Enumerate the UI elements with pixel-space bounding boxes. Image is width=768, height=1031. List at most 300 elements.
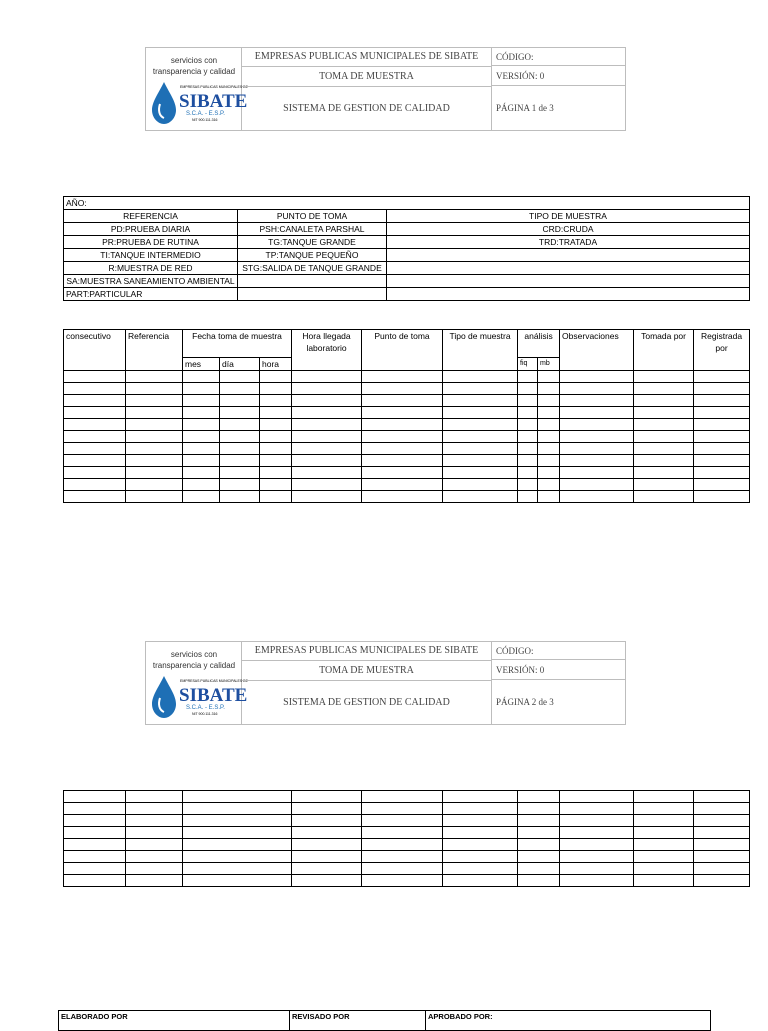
table-cell[interactable] [362,443,443,455]
table-cell[interactable] [538,443,560,455]
table-cell[interactable] [443,875,518,887]
table-cell[interactable] [126,863,183,875]
reference-code: PD:PRUEBA DIARIA [64,223,238,236]
table-cell[interactable] [538,371,560,383]
table-cell[interactable] [292,839,362,851]
table-cell[interactable] [126,395,183,407]
table-cell[interactable] [64,863,126,875]
table-cell[interactable] [634,803,694,815]
logo-nit: NIT 900.111.316 [192,118,218,122]
table-cell[interactable] [518,395,538,407]
table-cell[interactable] [362,839,443,851]
table-cell[interactable] [560,455,634,467]
table-cell[interactable] [560,839,634,851]
type-code: TRD:TRATADA [387,236,750,249]
table-cell[interactable] [560,827,634,839]
table-cell[interactable] [183,383,220,395]
table-cell[interactable] [694,851,750,863]
table-cell[interactable] [126,419,183,431]
table-cell[interactable] [518,467,538,479]
table-cell[interactable] [260,491,292,503]
table-cell[interactable] [362,875,443,887]
table-cell[interactable] [64,815,126,827]
table-cell[interactable] [64,455,126,467]
table-cell[interactable] [292,407,362,419]
table-cell[interactable] [634,431,694,443]
table-cell[interactable] [220,395,260,407]
header-consecutivo: consecutivo [64,330,126,371]
company-name: EMPRESAS PUBLICAS MUNICIPALES DE SIBATE [242,48,492,67]
table-cell[interactable] [694,875,750,887]
table-cell[interactable] [126,827,183,839]
table-cell[interactable] [362,851,443,863]
table-cell[interactable] [126,851,183,863]
table-cell[interactable] [518,443,538,455]
table-cell[interactable] [292,479,362,491]
table-cell[interactable] [518,791,560,803]
header-tomada: Tomada por [634,330,694,371]
table-cell[interactable] [126,491,183,503]
table-cell[interactable] [694,479,750,491]
table-cell[interactable] [518,803,560,815]
table-cell[interactable] [362,419,443,431]
table-cell[interactable] [634,479,694,491]
type-col-header: TIPO DE MUESTRA [387,210,750,223]
table-cell[interactable] [183,791,292,803]
table-cell[interactable] [560,875,634,887]
table-cell[interactable] [538,491,560,503]
table-cell[interactable] [634,443,694,455]
table-cell[interactable] [183,443,220,455]
table-row [64,371,750,383]
table-cell[interactable] [443,395,518,407]
header-fecha: Fecha toma de muestra [183,330,292,358]
table-cell[interactable] [694,863,750,875]
table-cell[interactable] [292,371,362,383]
code-label: CÓDIGO: [492,642,625,660]
system-name: SISTEMA DE GESTION DE CALIDAD [242,87,492,130]
table-cell[interactable] [634,827,694,839]
table-cell[interactable] [183,395,220,407]
table-cell[interactable] [64,407,126,419]
table-cell[interactable] [126,443,183,455]
table-cell[interactable] [292,467,362,479]
header-mb: mb [538,358,560,371]
reference-code: PR:PRUEBA DE RUTINA [64,236,238,249]
table-row [64,803,750,815]
table-cell[interactable] [220,455,260,467]
table-cell[interactable] [694,443,750,455]
table-cell[interactable] [538,407,560,419]
table-cell[interactable] [560,863,634,875]
company-name: EMPRESAS PUBLICAS MUNICIPALES DE SIBATE [242,642,492,661]
table-cell[interactable] [560,371,634,383]
table-cell[interactable] [292,455,362,467]
table-cell[interactable] [443,455,518,467]
table-cell[interactable] [443,431,518,443]
table-cell[interactable] [362,791,443,803]
table-cell[interactable] [694,395,750,407]
table-cell[interactable] [362,479,443,491]
table-row [64,467,750,479]
table-cell[interactable] [362,371,443,383]
table-cell[interactable] [126,875,183,887]
table-cell[interactable] [126,803,183,815]
table-cell[interactable] [292,491,362,503]
table-cell[interactable] [362,431,443,443]
table-cell[interactable] [362,491,443,503]
table-cell[interactable] [126,431,183,443]
table-cell[interactable] [183,467,220,479]
table-cell[interactable] [126,467,183,479]
table-cell[interactable] [183,419,220,431]
logo-subname: S.C.A. - E.S.P. [186,111,225,117]
table-cell[interactable] [64,395,126,407]
table-cell[interactable] [64,431,126,443]
table-cell[interactable] [126,791,183,803]
table-cell[interactable] [518,851,560,863]
header-hora-llegada: Hora llegada laboratorio [292,330,362,371]
table-cell[interactable] [560,419,634,431]
table-cell[interactable] [560,851,634,863]
reference-code: PART:PARTICULAR [64,288,238,301]
header-referencia: Referencia [126,330,183,371]
table-cell[interactable] [260,455,292,467]
document-header-page-1 [145,47,626,131]
table-cell[interactable] [362,827,443,839]
table-cell[interactable] [64,371,126,383]
table-cell[interactable] [538,479,560,491]
table-cell[interactable] [560,407,634,419]
table-cell[interactable] [518,827,560,839]
header-tipo: Tipo de muestra [443,330,518,371]
table-cell[interactable] [260,467,292,479]
table-cell[interactable] [220,491,260,503]
table-cell[interactable] [443,491,518,503]
table-cell[interactable] [560,431,634,443]
header-registrada: Registrada por [694,330,750,371]
table-cell[interactable] [538,383,560,395]
table-cell[interactable] [64,383,126,395]
logo-name: SIBATE [179,685,248,706]
table-cell[interactable] [634,467,694,479]
table-cell[interactable] [694,815,750,827]
aprobado-por-field[interactable]: APROBADO POR: [426,1011,711,1031]
table-row [64,407,750,419]
table-row [64,395,750,407]
company-logo [146,48,249,130]
table-cell[interactable] [64,875,126,887]
table-cell[interactable] [292,851,362,863]
table-cell[interactable] [694,419,750,431]
table-cell[interactable] [260,419,292,431]
reference-table [63,196,750,301]
table-cell[interactable] [362,455,443,467]
table-cell[interactable] [560,395,634,407]
table-cell[interactable] [126,371,183,383]
table-cell[interactable] [292,443,362,455]
table-cell[interactable] [518,371,538,383]
table-cell[interactable] [183,815,292,827]
type-code [387,262,750,275]
table-cell[interactable] [443,791,518,803]
table-cell[interactable] [260,383,292,395]
point-code: STG:SALIDA DE TANQUE GRANDE [238,262,387,275]
header-hora: hora [260,358,292,371]
table-cell[interactable] [220,407,260,419]
year-field[interactable]: AÑO: [64,197,750,210]
table-cell[interactable] [518,479,538,491]
table-cell[interactable] [260,479,292,491]
table-row [64,383,750,395]
table-cell[interactable] [560,467,634,479]
doc-title: TOMA DE MUESTRA [242,661,492,681]
table-cell[interactable] [443,371,518,383]
table-cell[interactable] [64,851,126,863]
sample-log-table-page-1 [63,329,750,503]
table-cell[interactable] [634,875,694,887]
table-cell[interactable] [443,851,518,863]
table-cell[interactable] [183,371,220,383]
table-cell[interactable] [64,803,126,815]
table-cell[interactable] [64,791,126,803]
table-row [64,851,750,863]
table-cell[interactable] [518,419,538,431]
water-drop-logo-icon [146,668,249,728]
table-cell[interactable] [538,419,560,431]
table-cell[interactable] [518,431,538,443]
table-cell[interactable] [183,851,292,863]
table-cell[interactable] [64,467,126,479]
table-cell[interactable] [518,815,560,827]
table-cell[interactable] [64,827,126,839]
logo-small-text: EMPRESAS PUBLICAS MUNICIPALES DE [180,679,249,683]
table-cell[interactable] [183,875,292,887]
table-cell[interactable] [443,827,518,839]
table-cell[interactable] [443,407,518,419]
table-cell[interactable] [694,827,750,839]
table-cell[interactable] [362,815,443,827]
table-cell[interactable] [518,455,538,467]
approval-signature-table [58,1010,711,1031]
type-code [387,249,750,262]
table-cell[interactable] [560,791,634,803]
page-number: PÁGINA 2 de 3 [496,697,554,707]
code-label: CÓDIGO: [492,48,625,66]
table-cell[interactable] [64,419,126,431]
table-cell[interactable] [292,791,362,803]
table-cell[interactable] [518,875,560,887]
header-punto: Punto de toma [362,330,443,371]
table-cell[interactable] [560,491,634,503]
table-cell[interactable] [292,803,362,815]
table-cell[interactable] [362,383,443,395]
table-cell[interactable] [443,815,518,827]
table-cell[interactable] [183,803,292,815]
table-cell[interactable] [538,395,560,407]
table-cell[interactable] [183,839,292,851]
doc-title: TOMA DE MUESTRA [242,67,492,87]
table-cell[interactable] [538,467,560,479]
table-cell[interactable] [64,839,126,851]
table-cell[interactable] [634,863,694,875]
type-code [387,288,750,301]
table-cell[interactable] [292,431,362,443]
table-cell[interactable] [362,395,443,407]
revisado-por-field[interactable]: REVISADO POR [290,1011,426,1031]
table-cell[interactable] [443,383,518,395]
reference-code: TI:TANQUE INTERMEDIO [64,249,238,262]
table-cell[interactable] [220,419,260,431]
table-cell[interactable] [634,419,694,431]
table-cell[interactable] [443,839,518,851]
table-cell[interactable] [634,815,694,827]
table-cell[interactable] [220,431,260,443]
table-cell[interactable] [292,815,362,827]
table-cell[interactable] [183,407,220,419]
table-cell[interactable] [694,455,750,467]
table-cell[interactable] [260,395,292,407]
header-mes: mes [183,358,220,371]
table-row [64,431,750,443]
document-header-page-2 [145,641,626,725]
table-cell[interactable] [220,443,260,455]
reference-code: R:MUESTRA DE RED [64,262,238,275]
table-cell[interactable] [694,371,750,383]
table-cell[interactable] [518,863,560,875]
table-cell[interactable] [443,419,518,431]
table-cell[interactable] [292,875,362,887]
table-cell[interactable] [362,863,443,875]
logo-name: SIBATE [179,91,248,112]
point-code: TP:TANQUE PEQUEÑO [238,249,387,262]
point-col-header: PUNTO DE TOMA [238,210,387,223]
table-cell[interactable] [260,407,292,419]
table-cell[interactable] [183,431,220,443]
table-cell[interactable] [292,419,362,431]
table-cell[interactable] [183,491,220,503]
table-cell[interactable] [292,383,362,395]
table-cell[interactable] [694,803,750,815]
table-cell[interactable] [220,383,260,395]
table-cell[interactable] [560,803,634,815]
table-cell[interactable] [560,479,634,491]
table-row [64,443,750,455]
logo-tagline: servicios con transparencia y calidad [152,56,236,76]
elaborado-por-field[interactable]: ELABORADO POR [59,1011,290,1031]
sample-log-table-page-2 [63,790,750,887]
table-cell[interactable] [634,839,694,851]
table-cell[interactable] [126,839,183,851]
table-cell[interactable] [443,803,518,815]
table-cell[interactable] [443,479,518,491]
table-row [64,839,750,851]
table-cell[interactable] [64,443,126,455]
table-cell[interactable] [634,395,694,407]
table-cell[interactable] [220,467,260,479]
version-label: VERSIÓN: 0 [492,67,625,86]
table-cell[interactable] [560,383,634,395]
table-cell[interactable] [183,479,220,491]
table-cell[interactable] [634,455,694,467]
table-cell[interactable] [126,407,183,419]
header-dia: día [220,358,260,371]
reference-code: SA:MUESTRA SANEAMIENTO AMBIENTAL [64,275,238,288]
table-cell[interactable] [634,407,694,419]
point-code: PSH:CANALETA PARSHAL [238,223,387,236]
table-cell[interactable] [126,479,183,491]
table-cell[interactable] [634,851,694,863]
table-cell[interactable] [694,407,750,419]
table-cell[interactable] [634,491,694,503]
table-cell[interactable] [64,479,126,491]
header-observaciones: Observaciones [560,330,634,371]
table-cell[interactable] [292,827,362,839]
table-cell[interactable] [694,839,750,851]
system-name: SISTEMA DE GESTION DE CALIDAD [242,681,492,724]
water-drop-logo-icon [146,74,249,134]
table-cell[interactable] [560,443,634,455]
table-cell[interactable] [126,383,183,395]
point-code [238,275,387,288]
type-code [387,275,750,288]
table-cell[interactable] [694,791,750,803]
table-cell[interactable] [634,383,694,395]
table-cell[interactable] [634,791,694,803]
table-cell[interactable] [260,443,292,455]
table-cell[interactable] [518,383,538,395]
table-cell[interactable] [260,431,292,443]
ref-col-header: REFERENCIA [64,210,238,223]
table-row [64,863,750,875]
table-cell[interactable] [64,491,126,503]
type-code: CRD:CRUDA [387,223,750,236]
logo-nit: NIT 900.111.316 [192,712,218,716]
table-row [64,491,750,503]
table-cell[interactable] [518,491,538,503]
table-cell[interactable] [443,863,518,875]
table-cell[interactable] [538,455,560,467]
table-cell[interactable] [126,455,183,467]
table-cell[interactable] [220,479,260,491]
table-cell[interactable] [362,407,443,419]
table-cell[interactable] [634,371,694,383]
table-cell[interactable] [694,467,750,479]
table-cell[interactable] [518,839,560,851]
table-cell[interactable] [183,863,292,875]
table-cell[interactable] [362,467,443,479]
table-cell[interactable] [292,863,362,875]
table-cell[interactable] [538,431,560,443]
table-cell[interactable] [220,371,260,383]
table-cell[interactable] [183,455,220,467]
table-cell[interactable] [443,467,518,479]
table-cell[interactable] [126,815,183,827]
table-cell[interactable] [518,407,538,419]
version-label: VERSIÓN: 0 [492,661,625,680]
table-row [64,419,750,431]
table-cell[interactable] [694,383,750,395]
table-cell[interactable] [560,815,634,827]
table-cell[interactable] [260,371,292,383]
table-row [64,827,750,839]
table-cell[interactable] [443,443,518,455]
table-cell[interactable] [183,827,292,839]
table-cell[interactable] [694,491,750,503]
table-cell[interactable] [292,395,362,407]
table-cell[interactable] [694,431,750,443]
table-cell[interactable] [362,803,443,815]
